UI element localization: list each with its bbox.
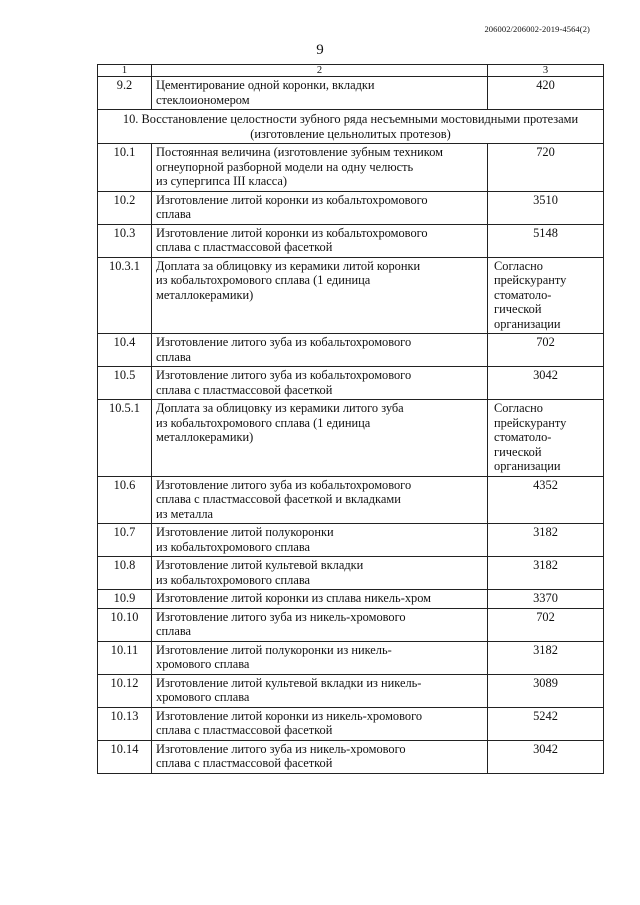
item-number: 10.1: [98, 144, 152, 192]
description-cell: [152, 400, 488, 477]
description-cell: [152, 334, 488, 367]
item-price: 3182: [488, 641, 604, 674]
item-number: 10.7: [98, 524, 152, 557]
price-note: Согласно прейскуранту стоматоло- гической организации: [488, 400, 604, 477]
description-cell: [152, 707, 488, 740]
item-description: Изготовление литого зуба из кобальтохромового сплава с пластмассовой фасеткой: [156, 368, 412, 397]
item-number: 10.11: [98, 641, 152, 674]
description-cell: [152, 674, 488, 707]
table-row: [98, 77, 604, 110]
item-number: 10.12: [98, 674, 152, 707]
price-table-body: [98, 65, 604, 774]
table-row: [98, 400, 604, 477]
item-price: 3042: [488, 367, 604, 400]
item-description: Изготовление литой коронки из сплава никель-хром: [156, 591, 432, 605]
item-description: Изготовление литого зуба из кобальтохромового сплава: [156, 335, 412, 364]
table-row: [98, 557, 604, 590]
description-cell: [152, 191, 488, 224]
column-header-2: 2: [152, 65, 488, 77]
table-row: [98, 334, 604, 367]
table-header-row: [98, 65, 604, 77]
item-description: Цементирование одной коронки, вкладки стеклоиономером: [156, 78, 375, 107]
column-header-3: 3: [488, 65, 604, 77]
item-number: 10.10: [98, 608, 152, 641]
item-number: 9.2: [98, 77, 152, 110]
section-heading: 10. Восстановление целостности зубного ряда несъемными мостовидными протезами (изготовление цельнолитых протезов): [98, 110, 604, 144]
item-price: 720: [488, 144, 604, 192]
item-price: 5148: [488, 224, 604, 257]
item-description: Доплата за облицовку из керамики литого зуба из кобальтохромового сплава (1 единица металлокерамики): [156, 401, 404, 444]
item-number: 10.14: [98, 740, 152, 773]
item-price: 3370: [488, 590, 604, 609]
description-cell: [152, 476, 488, 524]
item-number: 10.3.1: [98, 257, 152, 334]
item-number: 10.13: [98, 707, 152, 740]
table-row: [98, 476, 604, 524]
description-cell: [152, 77, 488, 110]
item-description: Изготовление литой полукоронки из никель- хромового сплава: [156, 642, 392, 671]
price-table: [97, 64, 604, 774]
item-description: Изготовление литого зуба из никель-хромового сплава: [156, 609, 406, 638]
item-description: Постоянная величина (изготовление зубным техником огнеупорной разборной модели на одну челюсть из супергипса III класса): [156, 145, 443, 188]
item-number: 10.9: [98, 590, 152, 609]
description-cell: [152, 144, 488, 192]
table-row: [98, 707, 604, 740]
item-price: 5242: [488, 707, 604, 740]
item-description: Изготовление литой культевой вкладки из никель- хромового сплава: [156, 675, 422, 704]
item-description: Изготовление литой культевой вкладки из кобальтохромового сплава: [156, 558, 364, 587]
description-cell: [152, 224, 488, 257]
item-description: Изготовление литой коронки из кобальтохромового сплава: [156, 192, 428, 221]
item-description: Изготовление литой коронки из никель-хромового сплава с пластмассовой фасеткой: [156, 708, 423, 737]
price-note: Согласно прейскуранту стоматоло- гической организации: [488, 257, 604, 334]
item-number: 10.6: [98, 476, 152, 524]
item-description: Изготовление литого зуба из никель-хромового сплава с пластмассовой фасеткой: [156, 741, 406, 770]
table-row: [98, 257, 604, 334]
item-number: 10.3: [98, 224, 152, 257]
item-description: Изготовление литого зуба из кобальтохромового сплава с пластмассовой фасеткой и вкладками из металла: [156, 477, 412, 521]
item-description: Доплата за облицовку из керамики литой коронки из кобальтохромового сплава (1 единица металлокерамики): [156, 258, 421, 302]
item-number: 10.4: [98, 334, 152, 367]
table-row: [98, 674, 604, 707]
table-row: [98, 144, 604, 192]
item-price: 3182: [488, 524, 604, 557]
description-cell: [152, 641, 488, 674]
description-cell: [152, 367, 488, 400]
item-number: 10.5.1: [98, 400, 152, 477]
item-price: 702: [488, 608, 604, 641]
item-price: 3042: [488, 740, 604, 773]
table-row: [98, 590, 604, 609]
document-id: 206002/206002-2019-4564(2): [484, 24, 590, 34]
section-heading-row: [98, 110, 604, 144]
description-cell: [152, 740, 488, 773]
item-price: 702: [488, 334, 604, 367]
item-price: 3182: [488, 557, 604, 590]
description-cell: [152, 257, 488, 334]
item-description: Изготовление литой полукоронки из кобальтохромового сплава: [156, 525, 334, 554]
item-description: Изготовление литой коронки из кобальтохромового сплава с пластмассовой фасеткой: [156, 225, 428, 254]
column-header-1: 1: [98, 65, 152, 77]
table-row: [98, 191, 604, 224]
item-price: 3089: [488, 674, 604, 707]
description-cell: [152, 557, 488, 590]
description-cell: [152, 608, 488, 641]
description-cell: [152, 590, 488, 609]
table-row: [98, 524, 604, 557]
item-number: 10.8: [98, 557, 152, 590]
item-number: 10.5: [98, 367, 152, 400]
table-row: [98, 367, 604, 400]
table-row: [98, 641, 604, 674]
item-price: 3510: [488, 191, 604, 224]
table-row: [98, 608, 604, 641]
item-number: 10.2: [98, 191, 152, 224]
table-row: [98, 224, 604, 257]
item-price: 4352: [488, 476, 604, 524]
table-row: [98, 740, 604, 773]
page-number: 9: [316, 42, 324, 58]
item-price: 420: [488, 77, 604, 110]
description-cell: [152, 524, 488, 557]
